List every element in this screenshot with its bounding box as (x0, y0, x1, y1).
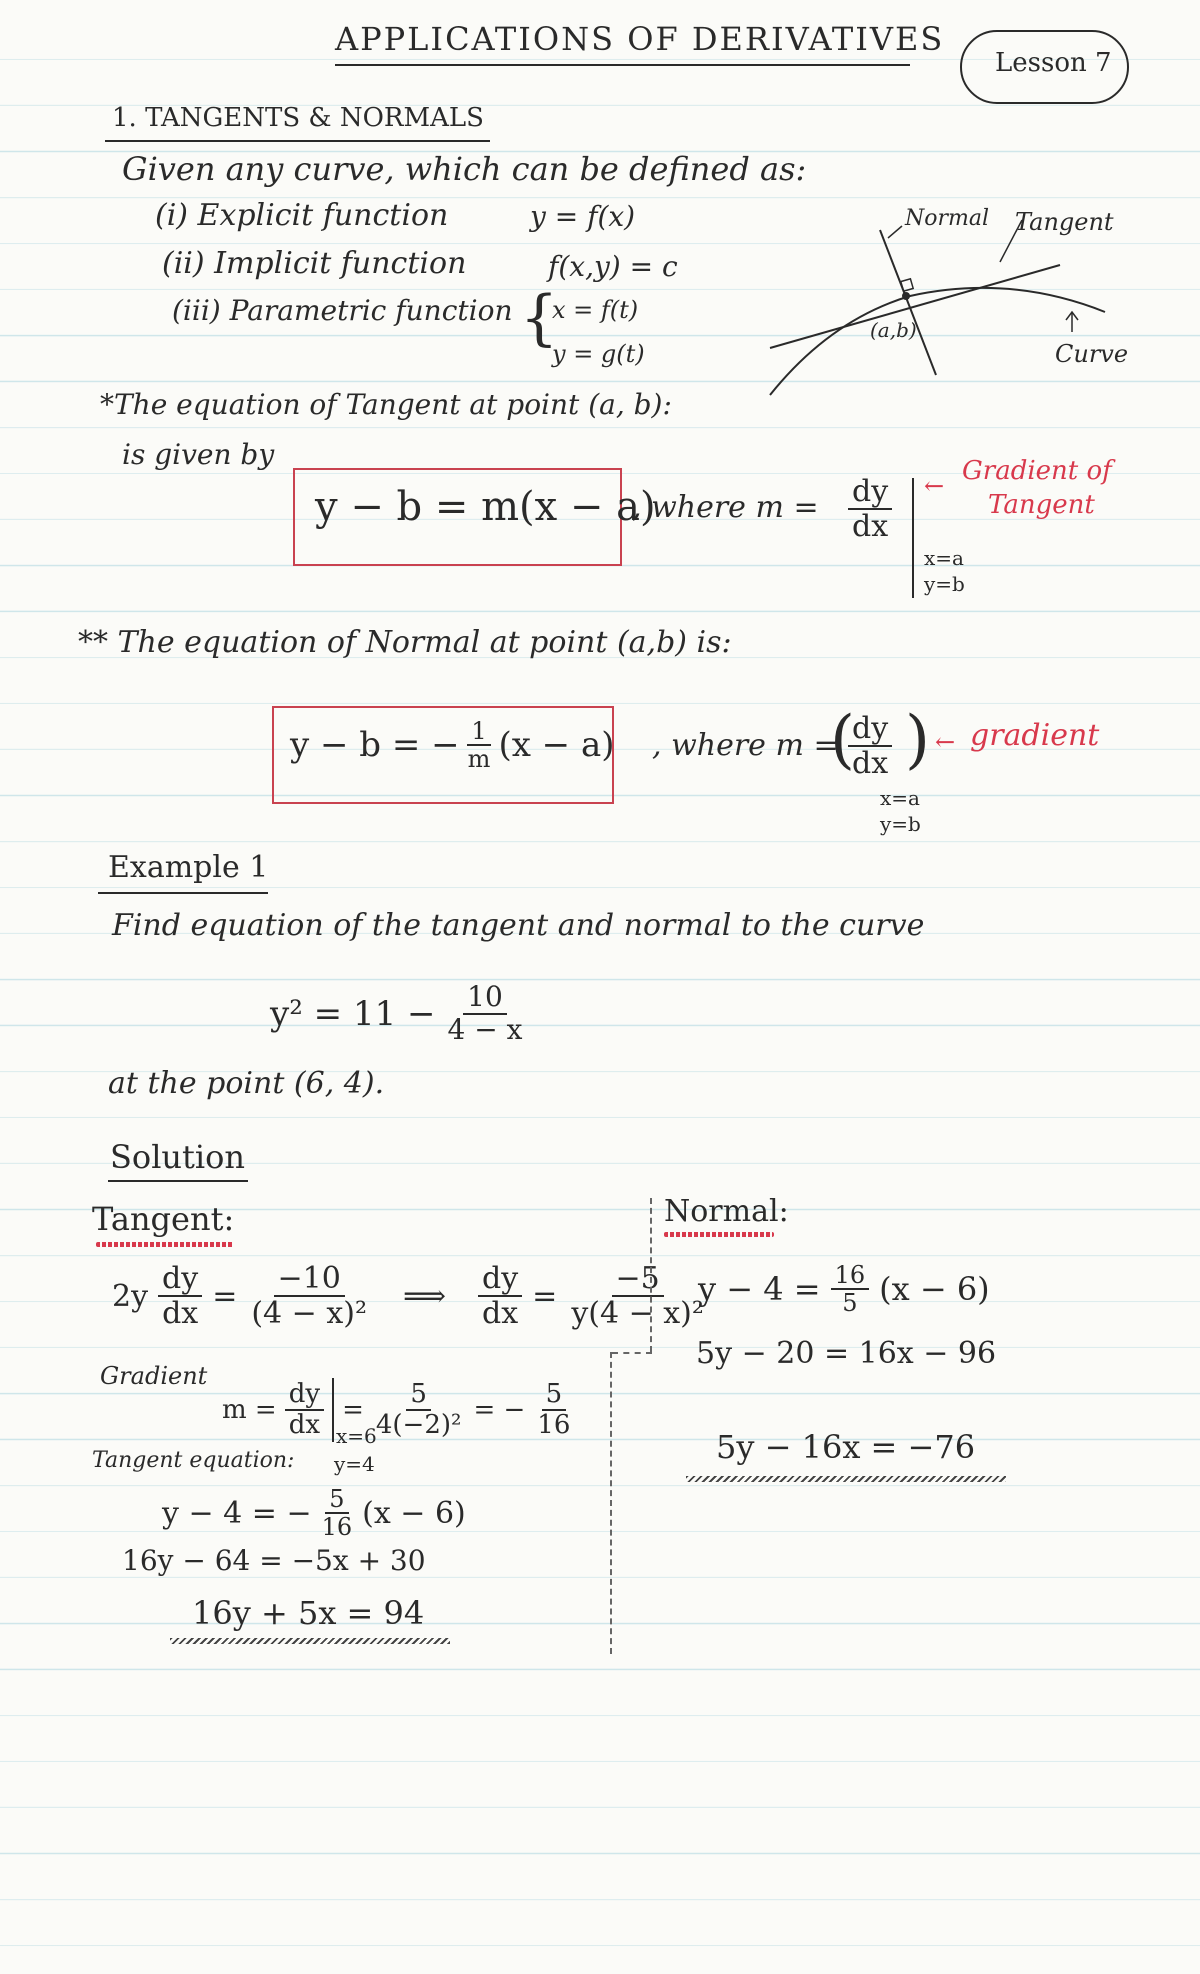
example-eq-num: 10 (463, 982, 507, 1015)
t-line1-frac (318, 1486, 357, 1541)
m-eval-bar (332, 1378, 334, 1442)
diff-left: 2y (112, 1278, 149, 1314)
diff-den3: dx (482, 1296, 519, 1331)
m-cond-x: x=6 (336, 1424, 377, 1448)
t-line1-left: y − 4 = − (162, 1495, 312, 1531)
m-num: dy (285, 1380, 324, 1411)
m-left: m = (222, 1395, 277, 1425)
tangent-equation-label: Tangent equation: (92, 1448, 295, 1473)
example-text: Find equation of the tangent and normal to the curve (112, 908, 925, 943)
n-line1-right: (x − 6) (879, 1270, 990, 1309)
m-num2: 5 (406, 1380, 431, 1411)
diff-arrow: ⟹ (403, 1278, 447, 1314)
item-implicit-expr: f(x,y) = c (548, 250, 678, 283)
column-divider-step (612, 1352, 652, 1354)
n-line1-den: 5 (842, 1289, 858, 1318)
t-line1-right: (x − 6) (362, 1495, 466, 1531)
section-heading-underline (105, 140, 490, 142)
solution-heading-underline (108, 1180, 248, 1182)
solution-tangent-heading: Tangent: (92, 1200, 235, 1238)
item-explicit-label: (i) Explicit function (155, 198, 449, 233)
tangent-answer-underline (170, 1638, 450, 1644)
diagram-point-label: (a,b) (870, 318, 917, 342)
title-underline (335, 64, 910, 66)
tangent-cond-y: y=b (924, 572, 965, 596)
column-divider-lower (610, 1352, 612, 1654)
tangent-eval-bar (912, 478, 914, 598)
tangent-note-line2: Tangent (988, 490, 1095, 520)
m-frac1 (285, 1380, 324, 1439)
solution-heading: Solution (110, 1138, 245, 1176)
normal-line1 (698, 1262, 990, 1317)
lesson-label: Lesson 7 (995, 48, 1112, 78)
diff-frac4 (567, 1262, 708, 1330)
normal-note-arrow: ← (935, 728, 956, 756)
parametric-brace: { (520, 283, 559, 353)
intro-text: Given any curve, which can be defined as: (122, 150, 807, 188)
tangent-eq-line2: is given by (122, 438, 275, 471)
normal-formula-right: (x − a) (498, 725, 615, 766)
tangent-answer: 16y + 5x = 94 (192, 1594, 425, 1632)
example-equation (270, 982, 526, 1046)
m-den: dx (288, 1410, 321, 1440)
item-explicit-expr: y = f(x) (530, 200, 636, 233)
column-divider-upper (650, 1198, 652, 1352)
normal-dy: dy (848, 712, 892, 747)
right-angle-mark (901, 279, 913, 291)
m-cond-y: y=4 (334, 1452, 375, 1476)
diff-equation (112, 1262, 708, 1330)
tangent-note-line1: Gradient of (962, 456, 1112, 486)
gradient-calc (222, 1378, 574, 1442)
item-parametric-expr2: y = g(t) (552, 340, 645, 368)
t-line1-den: 16 (321, 1513, 353, 1542)
diff-den2: (4 − x)² (251, 1296, 367, 1331)
normal-formula-num: 1 (467, 718, 490, 746)
normal-gradient-fraction (848, 712, 892, 780)
m-equals: = (342, 1395, 364, 1425)
m-den3: 16 (537, 1410, 571, 1440)
example-eq-left: y² = 11 − (270, 993, 436, 1034)
example-eq-fraction (444, 982, 527, 1046)
n-line1-num: 16 (831, 1262, 870, 1290)
normal-where: , where m = (652, 728, 839, 763)
tangent-line2: 16y − 64 = −5x + 30 (122, 1544, 426, 1577)
tangent-gradient-fraction (848, 475, 892, 543)
normal-dx: dx (852, 746, 889, 781)
item-parametric-label: (iii) Parametric function (172, 294, 513, 327)
diff-equals: = (212, 1278, 238, 1314)
tangent-note-arrow: ← (924, 472, 945, 500)
n-line1-left: y − 4 = (698, 1270, 821, 1309)
diff-den1: dx (162, 1296, 199, 1331)
normal-answer-underline (686, 1476, 1006, 1482)
diff-num1: dy (158, 1262, 202, 1297)
diff-frac3 (478, 1262, 522, 1330)
tangent-cond-x: x=a (924, 546, 964, 570)
diff-frac1 (158, 1262, 202, 1330)
diff-frac2 (247, 1262, 371, 1330)
m-frac3 (533, 1380, 574, 1439)
diff-num3: dy (478, 1262, 522, 1297)
normal-cond-y: y=b (880, 812, 921, 836)
gradient-label: Gradient (100, 1362, 208, 1390)
normal-heading-red-underline (664, 1232, 774, 1237)
normal-line2: 5y − 20 = 16x − 96 (696, 1336, 997, 1371)
normal-formula-left: y − b = − (290, 725, 460, 766)
item-parametric-expr1: x = f(t) (552, 296, 639, 324)
normal-answer: 5y − 16x = −76 (716, 1428, 976, 1466)
solution-normal-heading: Normal: (664, 1194, 789, 1229)
normal-eq-line1: ** The equation of Normal at point (a,b) is: (78, 625, 732, 660)
normal-formula (290, 718, 615, 773)
normal-formula-den: m (467, 745, 491, 774)
tangent-dy: dy (848, 475, 892, 510)
m-frac2 (372, 1380, 466, 1439)
diagram-normal-label: Normal (905, 206, 990, 231)
n-line1-frac (831, 1262, 870, 1317)
normal-formula-fraction (464, 718, 495, 773)
tangent-line1 (162, 1486, 466, 1541)
m-num3: 5 (542, 1380, 567, 1411)
normal-gradient-paren-left: ( (830, 703, 855, 777)
example-heading: Example 1 (108, 850, 269, 885)
m-result-sign: = − (473, 1395, 526, 1425)
m-den2: 4(−2)² (375, 1410, 462, 1440)
t-line1-num: 5 (325, 1486, 348, 1514)
tangent-where: , where m = (632, 490, 819, 525)
page-title: APPLICATIONS OF DERIVATIVES (335, 20, 945, 58)
diff-num4: −5 (612, 1262, 664, 1297)
example-point: at the point (6, 4). (108, 1066, 385, 1101)
normal-note: gradient (970, 718, 1100, 753)
point-marker (902, 292, 910, 300)
normal-cond-x: x=a (880, 786, 920, 810)
diff-den4: y(4 − x)² (571, 1296, 704, 1331)
normal-gradient-paren-right: ) (905, 703, 930, 777)
example-heading-underline (98, 892, 268, 894)
tangent-dx: dx (852, 509, 889, 544)
example-eq-den: 4 − x (447, 1012, 523, 1046)
item-implicit-label: (ii) Implicit function (162, 246, 467, 281)
tangent-formula: y − b = m(x − a) (315, 484, 656, 530)
tangent-heading-red-underline (96, 1242, 234, 1247)
diagram-curve-label: Curve (1055, 340, 1129, 368)
section-heading: 1. TANGENTS & NORMALS (112, 103, 484, 133)
tangent-eq-line1: *The equation of Tangent at point (a, b): (100, 388, 672, 421)
diff-equals2: = (532, 1278, 558, 1314)
diff-num2: −10 (274, 1262, 345, 1297)
diagram-tangent-label: Tangent (1015, 208, 1114, 236)
